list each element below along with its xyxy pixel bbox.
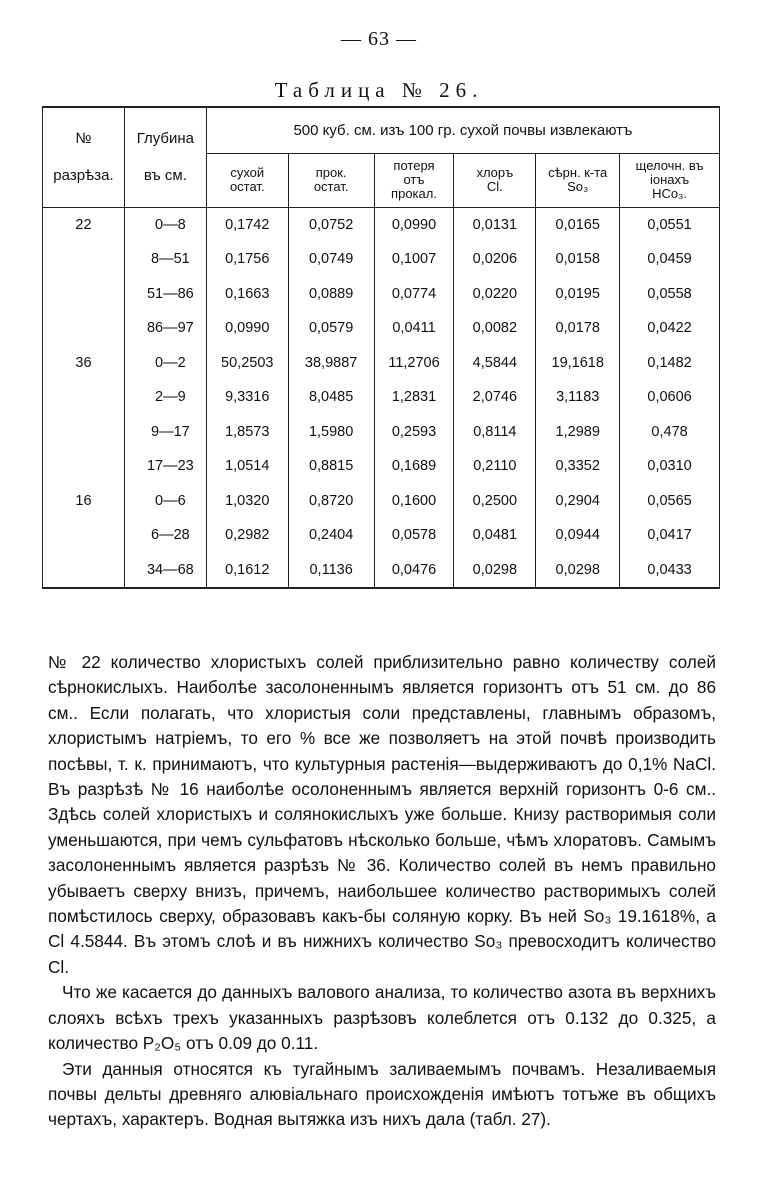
value-cell: 0,8720 <box>288 484 374 519</box>
value-cell: 0,2904 <box>536 484 620 519</box>
page-number: — 63 — <box>341 28 417 50</box>
value-cell: 0,0578 <box>374 518 454 553</box>
table-row <box>43 207 720 242</box>
value-cell: 8,0485 <box>288 380 374 415</box>
section-number-cell <box>43 242 125 277</box>
value-cell: 0,2500 <box>454 484 536 519</box>
table-row <box>43 449 720 484</box>
value-cell: 0,0990 <box>374 207 454 242</box>
table-row <box>43 380 720 415</box>
table-row <box>43 311 720 346</box>
value-cell: 0,0298 <box>536 553 620 589</box>
depth-cell: 0—8 <box>124 207 206 242</box>
value-cell: 0,0459 <box>620 242 720 277</box>
value-cell: 0,0990 <box>206 311 288 346</box>
value-cell: 11,2706 <box>374 346 454 381</box>
table-row <box>43 346 720 381</box>
value-cell: 0,8114 <box>454 415 536 450</box>
value-cell: 1,5980 <box>288 415 374 450</box>
table-row <box>43 277 720 312</box>
paragraph: Эти данныя относятся къ тугайнымъ заливаемымъ почвамъ. Незаливаемыя почвы дельты древняго алювіальнаго происхожденія имѣютъ тотъже въ общихъ чертахъ, характеръ. Водная вытяжка изъ нихъ дала (табл. 27). <box>48 1058 716 1130</box>
value-cell: 0,0310 <box>620 449 720 484</box>
table-row <box>43 242 720 277</box>
header-subcolumn: потеря отъ прокал. <box>374 153 454 207</box>
depth-cell: 0—6 <box>124 484 206 519</box>
value-cell: 1,2831 <box>374 380 454 415</box>
depth-cell: 0—2 <box>124 346 206 381</box>
section-number-cell <box>43 415 125 450</box>
value-cell: 0,0206 <box>454 242 536 277</box>
header-subcolumn: прок. остат. <box>288 153 374 207</box>
header-subcolumn: щелочн. въ іонахъ HCo₃. <box>620 153 720 207</box>
table-row <box>43 553 720 589</box>
value-cell: 4,5844 <box>454 346 536 381</box>
depth-cell: 51—86 <box>124 277 206 312</box>
value-cell: 0,0433 <box>620 553 720 589</box>
value-cell: 1,2989 <box>536 415 620 450</box>
table-row <box>43 518 720 553</box>
value-cell: 0,0411 <box>374 311 454 346</box>
value-cell: 0,0298 <box>454 553 536 589</box>
value-cell: 0,1136 <box>288 553 374 589</box>
value-cell: 0,478 <box>620 415 720 450</box>
value-cell: 0,0774 <box>374 277 454 312</box>
value-cell: 0,1482 <box>620 346 720 381</box>
header-subcolumn: сухой остат. <box>206 153 288 207</box>
value-cell: 0,3352 <box>536 449 620 484</box>
paragraph: Что же касается до данныхъ валового анализа, то количество азота въ верхнихъ слояхъ всѣхъ трехъ указанныхъ разрѣзовъ колеблется отъ 0.132 до 0.325, а количество P₂O₅ отъ 0.09 до 0.11. <box>48 982 716 1054</box>
value-cell: 0,0944 <box>536 518 620 553</box>
paragraph: № 22 количество хлористыхъ солей приблизительно равно количеству солей сѣрнокислыхъ. Наиболѣе засолоненнымъ является горизонтъ отъ 51 см. до 86 см.. Если полагать, что хлористыя соли представлены, главнымъ образомъ, хлористымъ натріемъ, то его % все же позволяетъ на этой почвѣ производить посѣвы, т. к. принимаютъ, что культурныя растенія—выдерживаютъ до 0,1% NaCl. Въ разрѣзѣ № 16 наиболѣе осолоненнымъ является верхній горизонтъ 0-6 см.. Здѣсь солей хлористыхъ и солянокислыхъ уже больше. Книзу растворимыя соли уменьшаются, при чемъ сульфатовъ нѣсколько больше, чѣмъ хлоратовъ. Самымъ засолоненнымъ является разрѣзъ № 36. Количество солей въ немъ правильно убываетъ сверху внизъ, причемъ, наибольшее количество растворимыхъ солей помѣстилось сверху, образовавъ какъ-бы соляную корку. Въ ней So₃ 19.1618%, а Cl 4.5844. Въ этомъ слоѣ и въ нижнихъ количество So₃ превосходитъ количество Cl. <box>48 652 716 977</box>
value-cell: 0,1756 <box>206 242 288 277</box>
value-cell: 0,0195 <box>536 277 620 312</box>
depth-cell: 86—97 <box>124 311 206 346</box>
value-cell: 1,0320 <box>206 484 288 519</box>
value-cell: 0,0476 <box>374 553 454 589</box>
value-cell: 38,9887 <box>288 346 374 381</box>
value-cell: 2,0746 <box>454 380 536 415</box>
section-number-cell <box>43 277 125 312</box>
value-cell: 0,2404 <box>288 518 374 553</box>
value-cell: 0,0422 <box>620 311 720 346</box>
value-cell: 0,0131 <box>454 207 536 242</box>
value-cell: 0,0565 <box>620 484 720 519</box>
value-cell: 0,1612 <box>206 553 288 589</box>
soil-extract-table <box>42 106 720 589</box>
value-cell: 0,0558 <box>620 277 720 312</box>
section-number-cell <box>43 518 125 553</box>
header-subcolumn: сѣрн. к-та So₃ <box>536 153 620 207</box>
value-cell: 0,1689 <box>374 449 454 484</box>
section-number-cell <box>43 380 125 415</box>
value-cell: 0,1600 <box>374 484 454 519</box>
section-number-cell <box>43 553 125 589</box>
value-cell: 1,8573 <box>206 415 288 450</box>
value-cell: 0,2982 <box>206 518 288 553</box>
value-cell: 19,1618 <box>536 346 620 381</box>
value-cell: 0,0417 <box>620 518 720 553</box>
value-cell: 50,2503 <box>206 346 288 381</box>
depth-cell: 2—9 <box>124 380 206 415</box>
value-cell: 0,0481 <box>454 518 536 553</box>
table-row <box>43 484 720 519</box>
value-cell: 0,1663 <box>206 277 288 312</box>
value-cell: 0,0158 <box>536 242 620 277</box>
depth-cell: 8—51 <box>124 242 206 277</box>
value-cell: 1,0514 <box>206 449 288 484</box>
value-cell: 9,3316 <box>206 380 288 415</box>
value-cell: 3,1183 <box>536 380 620 415</box>
header-section-number: № разрѣза. <box>43 107 125 207</box>
depth-cell: 6—28 <box>124 518 206 553</box>
value-cell: 0,0749 <box>288 242 374 277</box>
value-cell: 0,0752 <box>288 207 374 242</box>
value-cell: 0,0889 <box>288 277 374 312</box>
value-cell: 0,0220 <box>454 277 536 312</box>
header-depth: Глубина въ см. <box>124 107 206 207</box>
value-cell: 0,0082 <box>454 311 536 346</box>
table-title: Таблица № 26. <box>274 78 484 102</box>
section-number-cell: 22 <box>43 207 125 242</box>
value-cell: 0,2110 <box>454 449 536 484</box>
value-cell: 0,0579 <box>288 311 374 346</box>
value-cell: 0,8815 <box>288 449 374 484</box>
value-cell: 0,0551 <box>620 207 720 242</box>
value-cell: 0,1007 <box>374 242 454 277</box>
value-cell: 0,1742 <box>206 207 288 242</box>
depth-cell: 17—23 <box>124 449 206 484</box>
section-number-cell: 36 <box>43 346 125 381</box>
value-cell: 0,0606 <box>620 380 720 415</box>
value-cell: 0,2593 <box>374 415 454 450</box>
section-number-cell <box>43 449 125 484</box>
section-number-cell <box>43 311 125 346</box>
depth-cell: 34—68 <box>124 553 206 589</box>
value-cell: 0,0178 <box>536 311 620 346</box>
value-cell: 0,0165 <box>536 207 620 242</box>
header-subcolumn: хлоръ Cl. <box>454 153 536 207</box>
body-text <box>48 650 716 1133</box>
table-row <box>43 415 720 450</box>
section-number-cell: 16 <box>43 484 125 519</box>
header-extract-group: 500 куб. см. изъ 100 гр. сухой почвы извлекаютъ <box>206 107 719 153</box>
depth-cell: 9—17 <box>124 415 206 450</box>
